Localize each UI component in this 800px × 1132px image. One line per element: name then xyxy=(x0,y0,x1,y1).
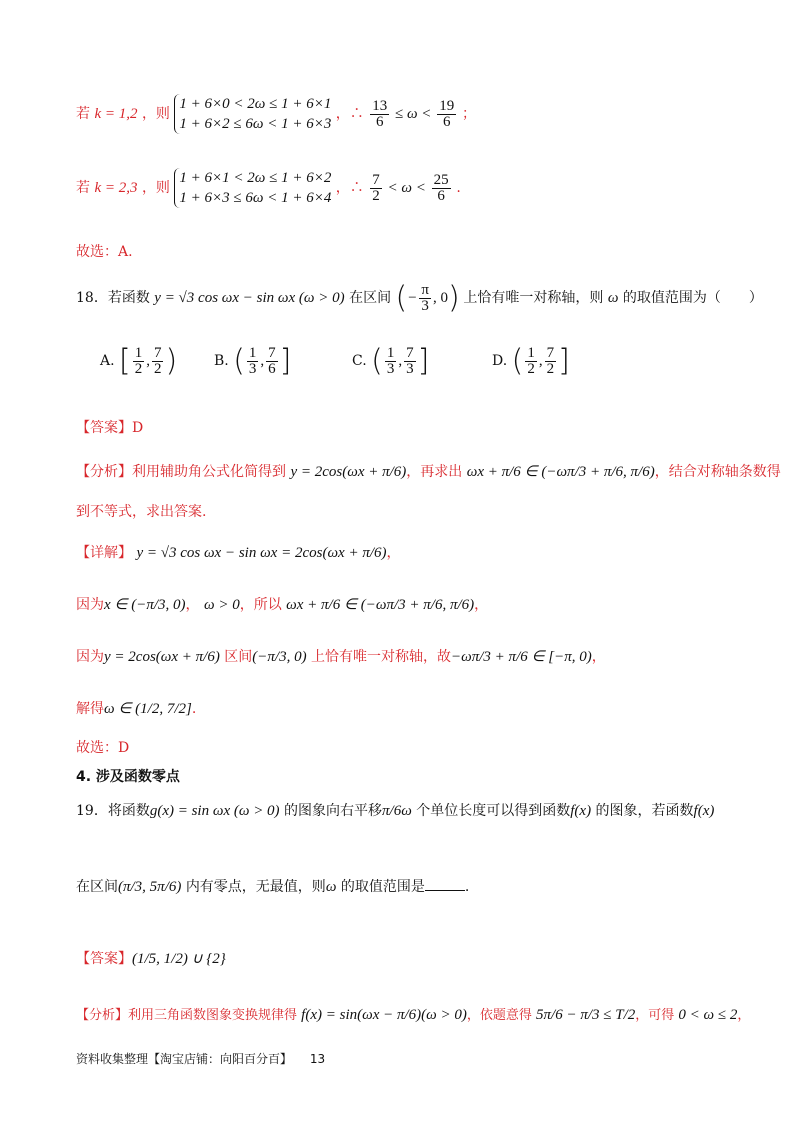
q19-analysis: 【分析】利用三角函数图象变换规律得 f(x) = sin(ωx − π/6)(ω > 0)，依题意得 5π/6 − π/3 ≤ T/2，可得 0 < ω ≤ 2， xyxy=(76,1007,751,1023)
page-number: 13 xyxy=(309,1052,326,1066)
choose-d: 故选：D xyxy=(76,740,130,756)
q18-detail-3: 因为y = 2cos(ωx + π/6) 区间(−π/3, 0) 上恰有唯一对称轴，故−ωπ/3 + π/6 ∈ [−π, 0)， xyxy=(76,649,606,665)
q18-option-b: B. ( $\frac{1}{3}$ , $\frac{7}{6}$ ] xyxy=(214,343,292,379)
k12-math: k = 1,2 xyxy=(94,106,138,122)
case-k12: 若 k = 1,2 ，则 1 + 6×0 < 2ω ≤ 1 + 6×1 1 + 6×2 ≤ 6ω < 1 + 6×3 ，∴ $\frac{13}{6}$ ≤ ω < $\frac{19}{6}$ ； xyxy=(76,96,476,132)
q18-analysis: 【分析】利用辅助角公式化简得到 y = 2cos(ωx + π/6)，再求出 ωx + π/6 ∈ (−ωπ/3 + π/6, π/6)，结合对称轴条数得 xyxy=(76,464,781,480)
section-title: 4. 涉及函数零点 xyxy=(76,769,180,785)
q18-option-d: D. ( $\frac{1}{2}$ , $\frac{7}{2}$ ] xyxy=(492,343,570,379)
q18-answer: 【答案】D xyxy=(76,420,144,436)
footer-text: 资料收集整理【淘宝店铺：向阳百分百】 xyxy=(76,1052,293,1066)
k23-result: $\frac{7}{2}$ < ω < $\frac{25}{6}$ xyxy=(372,172,449,205)
q18-function: y = √3 cos ωx − sin ωx (ω > 0) xyxy=(154,290,345,306)
k12-system: 1 + 6×0 < 2ω ≤ 1 + 6×1 1 + 6×2 ≤ 6ω < 1 + 6×3 xyxy=(174,94,331,134)
q18-option-a: A. [ $\frac{1}{2}$ , $\frac{7}{2}$ ) xyxy=(100,343,178,379)
q18-analysis-cont: 到不等式，求出答案. xyxy=(76,504,207,520)
choose-a: 故选：A. xyxy=(76,244,133,260)
q18-detail-2: 因为x ∈ (−π/3, 0)， ω > 0，所以 ωx + π/6 ∈ (−ωπ/3 + π/6, π/6)， xyxy=(76,597,489,613)
q19-stem: 19．将函数g(x) = sin ωx (ω > 0) 的图象向右平移π/6ω 个单位长度可以得到函数f(x) 的图象，若函数f(x) xyxy=(76,803,715,819)
q19-stem-cont: 在区间(π/3, 5π/6) 内有零点，无最值，则ω 的取值范围是 . xyxy=(76,879,470,895)
q19-answer: 【答案】(1/5, 1/2) ∪ {2} xyxy=(76,951,226,967)
q18-option-c: C. ( $\frac{1}{3}$ , $\frac{7}{3}$ ] xyxy=(352,343,430,379)
q18-detail-4: 解得ω ∈ (1/2, 7/2]. xyxy=(76,701,197,717)
q18-detail-1: 【详解】 y = √3 cos ωx − sin ωx = 2cos(ωx + π/6)， xyxy=(76,545,401,561)
q18-stem: 18．若函数 y = √3 cos ωx − sin ωx (ω > 0) 在区间 (− $\frac{\pi}{3}$ , 0) 上恰有唯一对称轴，则 ω 的取值范围为（ ） xyxy=(76,280,763,316)
page-footer xyxy=(76,1050,325,1067)
answer-blank xyxy=(425,878,465,891)
k12-result: $\frac{13}{6}$ ≤ ω < $\frac{19}{6}$ xyxy=(372,98,455,131)
k23-math: k = 2,3 xyxy=(94,180,138,196)
case-k23: 若 k = 2,3 ，则 1 + 6×1 < 2ω ≤ 1 + 6×2 1 + 6×3 ≤ 6ω < 1 + 6×4 ，∴ $\frac{7}{2}$ < ω < $\frac{25}{6}$ . xyxy=(76,170,461,206)
q18-interval: (− $\frac{\pi}{3}$ , 0) xyxy=(395,280,460,316)
k23-system: 1 + 6×1 < 2ω ≤ 1 + 6×2 1 + 6×3 ≤ 6ω < 1 + 6×4 xyxy=(174,168,331,208)
